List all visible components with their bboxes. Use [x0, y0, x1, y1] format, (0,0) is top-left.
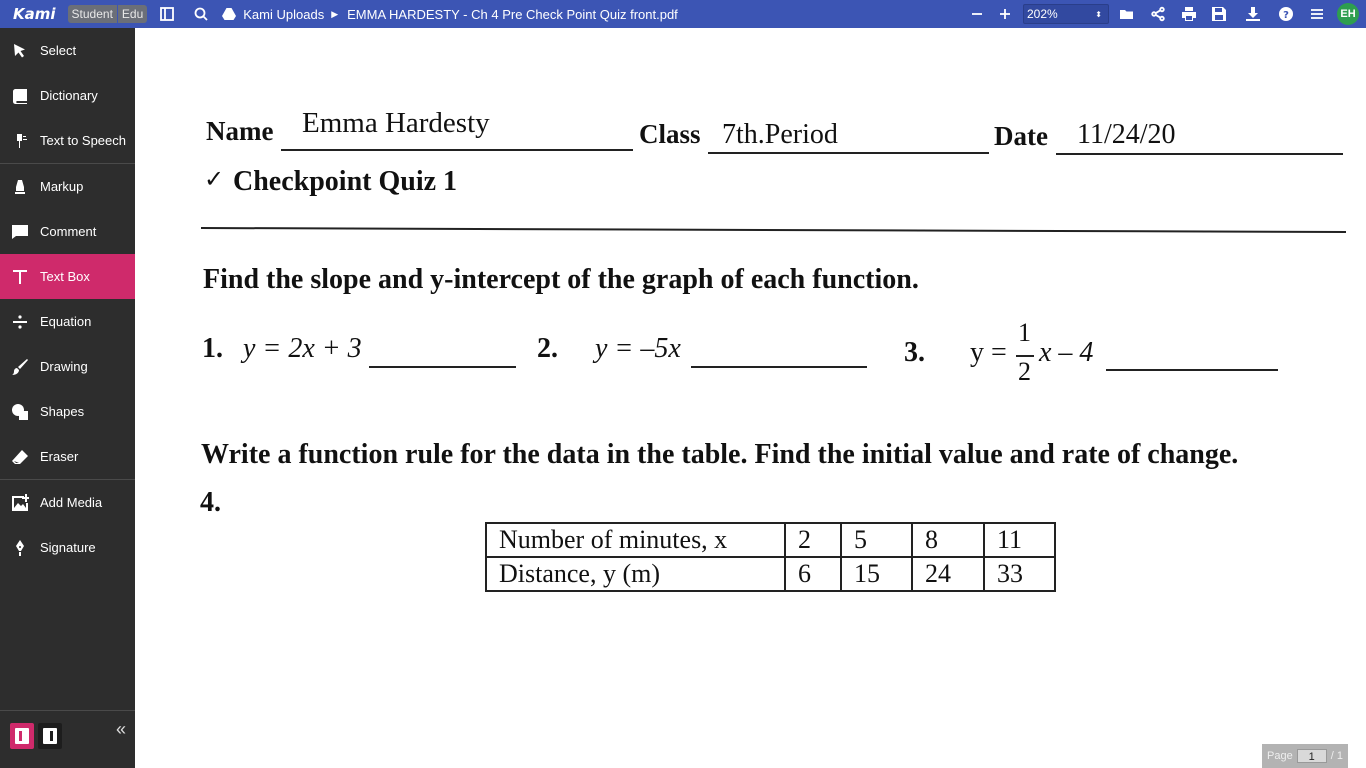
page-number-input[interactable]: 1 [1297, 749, 1327, 763]
q1-answer-line[interactable] [369, 366, 516, 368]
kami-logo[interactable]: Kami [13, 5, 56, 23]
date-underline [1056, 153, 1343, 155]
data-table [485, 522, 1056, 592]
eraser-icon [10, 447, 30, 467]
print-icon[interactable] [1177, 2, 1201, 26]
sidebar-item-label: Dictionary [40, 88, 98, 103]
sidebar-item-shapes[interactable] [0, 389, 135, 434]
zoom-value: 202% [1027, 7, 1058, 21]
tool-sidebar [0, 28, 135, 768]
q2-number: 2. [537, 333, 558, 364]
sidebar-toggle-icon[interactable] [155, 2, 179, 26]
sidebar-item-markup[interactable] [0, 164, 135, 209]
sidebar-item-label: Markup [40, 179, 84, 194]
q3-number: 3. [904, 337, 925, 368]
q3-prefix: y = [970, 337, 1007, 368]
highlighter-icon [10, 177, 30, 197]
section2-instructions: Write a function rule for the data in the table. Find the initial value and rate of change. [201, 439, 1239, 470]
role-edu-badge: Edu [118, 5, 147, 23]
view-mode-bar [0, 710, 135, 768]
single-sidebar-mode-button[interactable] [10, 723, 34, 749]
menu-icon[interactable] [1305, 2, 1329, 26]
divide-icon [10, 312, 30, 332]
share-icon[interactable] [1146, 2, 1170, 26]
page-total: / 1 [1330, 750, 1343, 762]
text-icon [10, 267, 30, 287]
pdf-viewer[interactable] [135, 28, 1366, 768]
name-value[interactable]: Emma Hardesty [302, 107, 490, 139]
save-icon[interactable] [1207, 2, 1231, 26]
table-cell: 6 [785, 557, 841, 591]
zoom-out-icon[interactable] [965, 2, 989, 26]
sidebar-item-select[interactable] [0, 28, 135, 73]
comment-icon [10, 222, 30, 242]
q3-answer-line[interactable] [1106, 369, 1278, 371]
sidebar-item-label: Signature [40, 540, 96, 555]
table-row-label: Number of minutes, x [486, 523, 785, 557]
sidebar-item-label: Comment [40, 224, 97, 239]
section1-instructions: Find the slope and y-intercept of the graph of each function. [203, 264, 919, 295]
brush-icon [10, 357, 30, 377]
sidebar-item-dictionary[interactable] [0, 73, 135, 118]
page-label: Page [1267, 750, 1293, 762]
zoom-in-icon[interactable] [993, 2, 1017, 26]
title-divider [201, 227, 1346, 233]
q1-equation: y = 2x + 3 [243, 333, 362, 364]
sidebar-item-eraser[interactable] [0, 434, 135, 479]
sidebar-item-text-box[interactable] [0, 254, 135, 299]
q2-answer-line[interactable] [691, 366, 867, 368]
sidebar-item-label: Text Box [40, 269, 90, 284]
table-row [486, 523, 1055, 557]
q3-suffix: x – 4 [1039, 337, 1094, 368]
page-indicator [1262, 744, 1348, 768]
class-label: Class [639, 119, 701, 149]
sidebar-item-label: Eraser [40, 449, 79, 464]
zoom-stepper-icon: ⬍ [1095, 9, 1102, 19]
table-row [486, 557, 1055, 591]
sidebar-item-drawing[interactable] [0, 344, 135, 389]
sidebar-item-label: Text to Speech [40, 133, 126, 148]
date-label: Date [994, 121, 1048, 151]
date-value[interactable]: 11/24/20 [1077, 119, 1176, 150]
book-icon [10, 86, 30, 106]
speech-icon [10, 131, 30, 151]
class-underline [708, 152, 989, 154]
breadcrumb-arrow-icon: ▶ [331, 8, 339, 19]
sidebar-item-label: Equation [40, 314, 92, 329]
quiz-title: Checkpoint Quiz 1 [233, 166, 458, 197]
sidebar-item-add-media[interactable] [0, 480, 135, 525]
table-cell: 5 [841, 523, 912, 557]
cursor-icon [10, 41, 30, 61]
sidebar-item-label: Shapes [40, 404, 85, 419]
image-icon [10, 493, 30, 513]
table-cell: 15 [841, 557, 912, 591]
table-cell: 33 [984, 557, 1055, 591]
sidebar-item-label: Drawing [40, 359, 88, 374]
top-toolbar [0, 0, 1366, 28]
sidebar-item-text-to-speech[interactable] [0, 118, 135, 163]
table-row-label: Distance, y (m) [486, 557, 785, 591]
search-icon[interactable] [189, 2, 213, 26]
role-student-badge: Student [68, 5, 117, 23]
q2-equation: y = –5x [595, 333, 681, 364]
open-folder-icon[interactable] [1115, 2, 1139, 26]
table-cell: 11 [984, 523, 1055, 557]
table-cell: 2 [785, 523, 841, 557]
zoom-select[interactable] [1023, 4, 1109, 24]
sidebar-item-label: Add Media [40, 495, 103, 510]
download-icon[interactable] [1241, 2, 1265, 26]
name-underline [281, 149, 633, 151]
table-cell: 24 [912, 557, 984, 591]
sidebar-item-signature[interactable] [0, 525, 135, 570]
file-name[interactable]: EMMA HARDESTY - Ch 4 Pre Check Point Quiz front.pdf [347, 6, 678, 22]
shapes-icon [10, 402, 30, 422]
sidebar-item-label: Select [40, 43, 77, 58]
name-label: Name [206, 116, 274, 146]
breadcrumb-folder[interactable]: Kami Uploads [243, 6, 325, 22]
sidebar-item-comment[interactable] [0, 209, 135, 254]
google-drive-icon [217, 2, 241, 26]
q4-number: 4. [200, 487, 221, 518]
collapse-sidebar-icon[interactable]: « [115, 719, 126, 739]
avatar[interactable]: EH [1337, 3, 1359, 25]
pen-icon [10, 538, 30, 558]
q3-fraction-numerator: 1 [1018, 318, 1031, 347]
svg-text:?: ? [1283, 10, 1289, 21]
checkmark-icon: ✓ [204, 167, 225, 193]
help-icon[interactable] [1274, 2, 1298, 26]
dual-sidebar-mode-button[interactable] [38, 723, 62, 749]
class-value[interactable]: 7th.Period [722, 119, 838, 150]
sidebar-item-equation[interactable] [0, 299, 135, 344]
q3-fraction-denominator: 2 [1018, 357, 1031, 386]
table-cell: 8 [912, 523, 984, 557]
q1-number: 1. [202, 333, 223, 364]
